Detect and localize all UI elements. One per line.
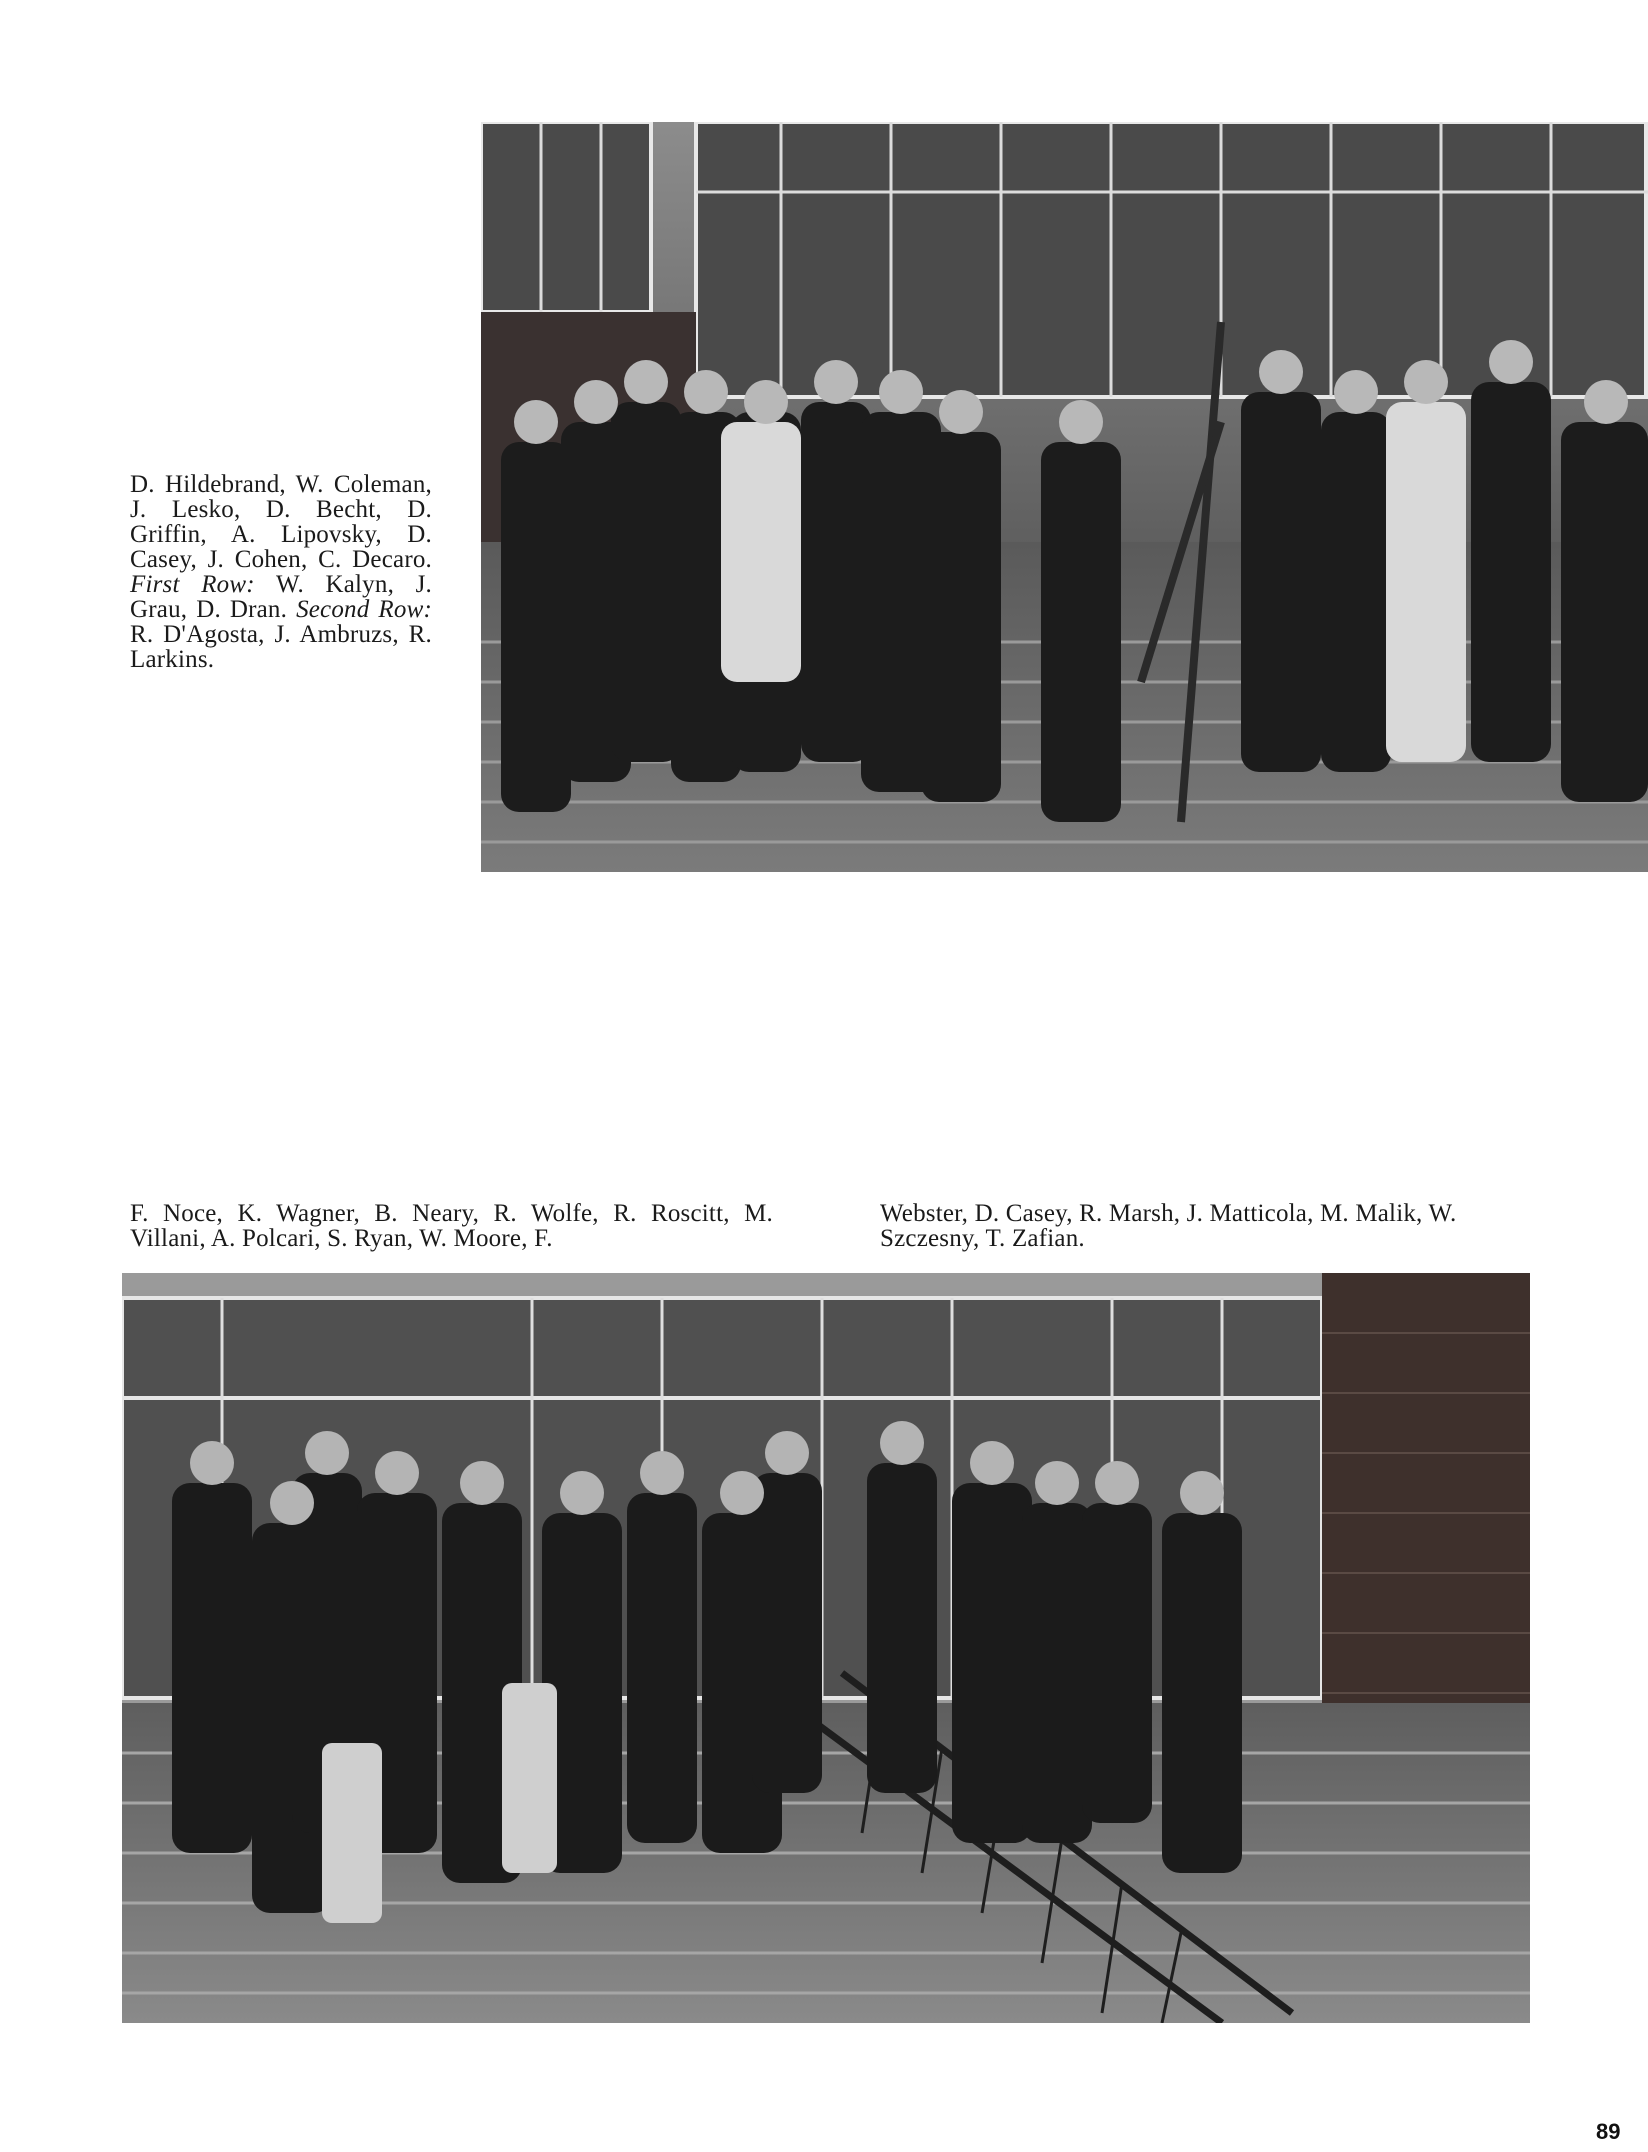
first-row-label: First Row: (130, 571, 255, 598)
first-row-names: W. Kalyn, J. Grau, D. Dran. (130, 571, 432, 623)
top-photo-caption (130, 472, 432, 672)
bottom-group-photo (122, 1273, 1530, 2023)
top-group-photo (481, 122, 1648, 872)
second-row-names: R. D'Agosta, J. Ambruzs, R. Larkins. (130, 621, 432, 673)
caption-lead-names: D. Hildebrand, W. Coleman, J. Lesko, D. Becht, D. Griffin, A. Lipovsky, D. Casey, J. Cohen, C. Decaro. (130, 471, 432, 573)
page-number: 89 (1596, 2119, 1621, 2144)
second-row-label: Second Row: (296, 596, 432, 623)
bottom-photo-caption-left: F. Noce, K. Wagner, B. Neary, R. Wolfe, R. Roscitt, M. Villani, A. Polcari, S. Ryan, W. Moore, F. (130, 1200, 773, 1252)
bottom-photo-caption-right: Webster, D. Casey, R. Marsh, J. Matticola, M. Malik, W. Szczesny, T. Zafian. (880, 1200, 1457, 1252)
